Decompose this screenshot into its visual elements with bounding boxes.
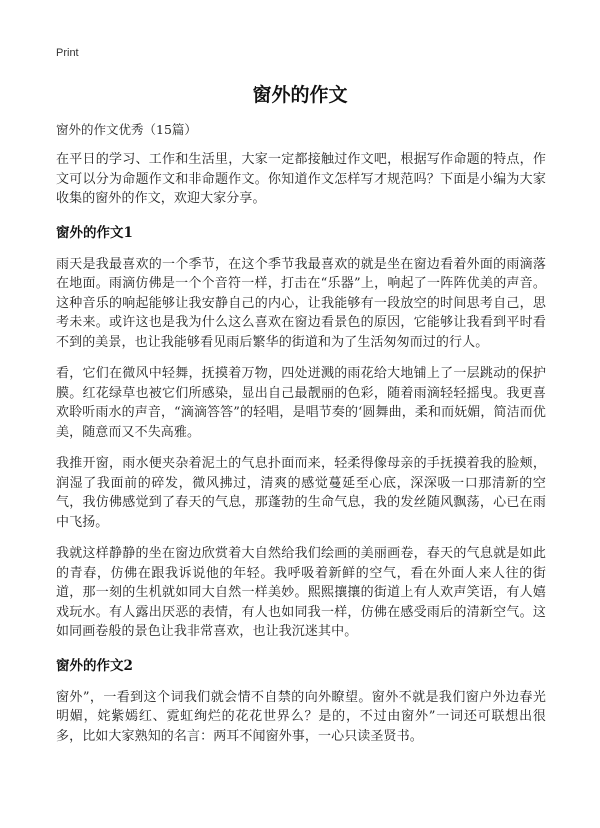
essay-2-paragraph-1: 窗外”，一看到这个词我们就会情不自禁的向外瞭望。窗外不就是我们窗户外边春光明媚，姹紫嫣红、霓虹绚烂的花花世界么？是的，不过由窗外”一词还可联想出很多，比如大家熟知的名言：两耳不闻窗外事，一心只读圣贤书。 <box>56 689 546 744</box>
page-title: 窗外的作文 <box>252 84 348 106</box>
essay-1-paragraph-3: 我推开窗，雨水便夹杂着泥土的气息扑面而来，轻柔得像母亲的手抚摸着我的脸颊，润湿了我面前的碎发，微风拂过，清爽的感觉蔓延至心底，深深吸一口那清新的空气，我仿佛感觉到了春天的气息，那蓬勃的生命气息，我的发丝随风飘荡，心已在雨中飞扬。 <box>56 456 546 530</box>
print-link[interactable]: Print <box>56 47 79 59</box>
essay-1-paragraph-4: 我就这样静静的坐在窗边欣赏着大自然给我们绘画的美丽画卷，春天的气息就是如此的青春，仿佛在跟我诉说他的年轻。我呼吸着新鲜的空气，看在外面人来人往的街道，那一刻的生机就如同大自然一样美妙。熙熙攘攘的街道上有人欢声笑语，有人嬉戏玩水。有人露出厌恶的表情，有人也如同我一样，仿佛在感受雨后的清新空气。这如同画卷般的景色让我非常喜欢，也让我沉迷其中。 <box>56 546 546 639</box>
article-body <box>56 150 546 758</box>
intro-paragraph: 在平日的学习、工作和生活里，大家一定都接触过作文吧，根据写作命题的特点，作文可以分为命题作文和非命题作文。你知道作文怎样写才规范吗？下面是小编为大家收集的窗外的作文，欢迎大家分享。 <box>56 152 546 206</box>
essay-1-paragraph-1: 雨天是我最喜欢的一个季节，在这个季节我最喜欢的就是坐在窗边看着外面的雨滴落在地面。雨滴仿佛是一个个音符一样，打击在“乐器”上，响起了一阵阵优美的声音。这种音乐的响起能够让我安静自己的内心，让我能够有一段放空的时间思考自己，思考未来。或许这也是我为什么这么喜欢在窗边看景色的原因，它能够让我看到平时看不到的美景，也让我能够看见雨后繁华的街道和为了生活匆匆而过的行人。 <box>56 256 546 350</box>
essay-2-heading: 窗外的作文2 <box>56 657 133 674</box>
essay-1-paragraph-2: 看，它们在微风中轻舞，抚摸着万物，四处迸溅的雨花给大地铺上了一层跳动的保护膜。红花绿草也被它们所感染，显出自己最靓丽的色彩，随着雨滴轻轻摇曳。我更喜欢聆听雨水的声音，“滴滴答答”的轻唱，是唱节奏的‘圆舞曲，柔和而妩媚，简洁而优美，随意而又不失高雅。 <box>56 366 546 440</box>
essay-1-heading: 窗外的作文1 <box>56 224 133 241</box>
page-subtitle: 窗外的作文优秀（15篇） <box>56 122 197 137</box>
